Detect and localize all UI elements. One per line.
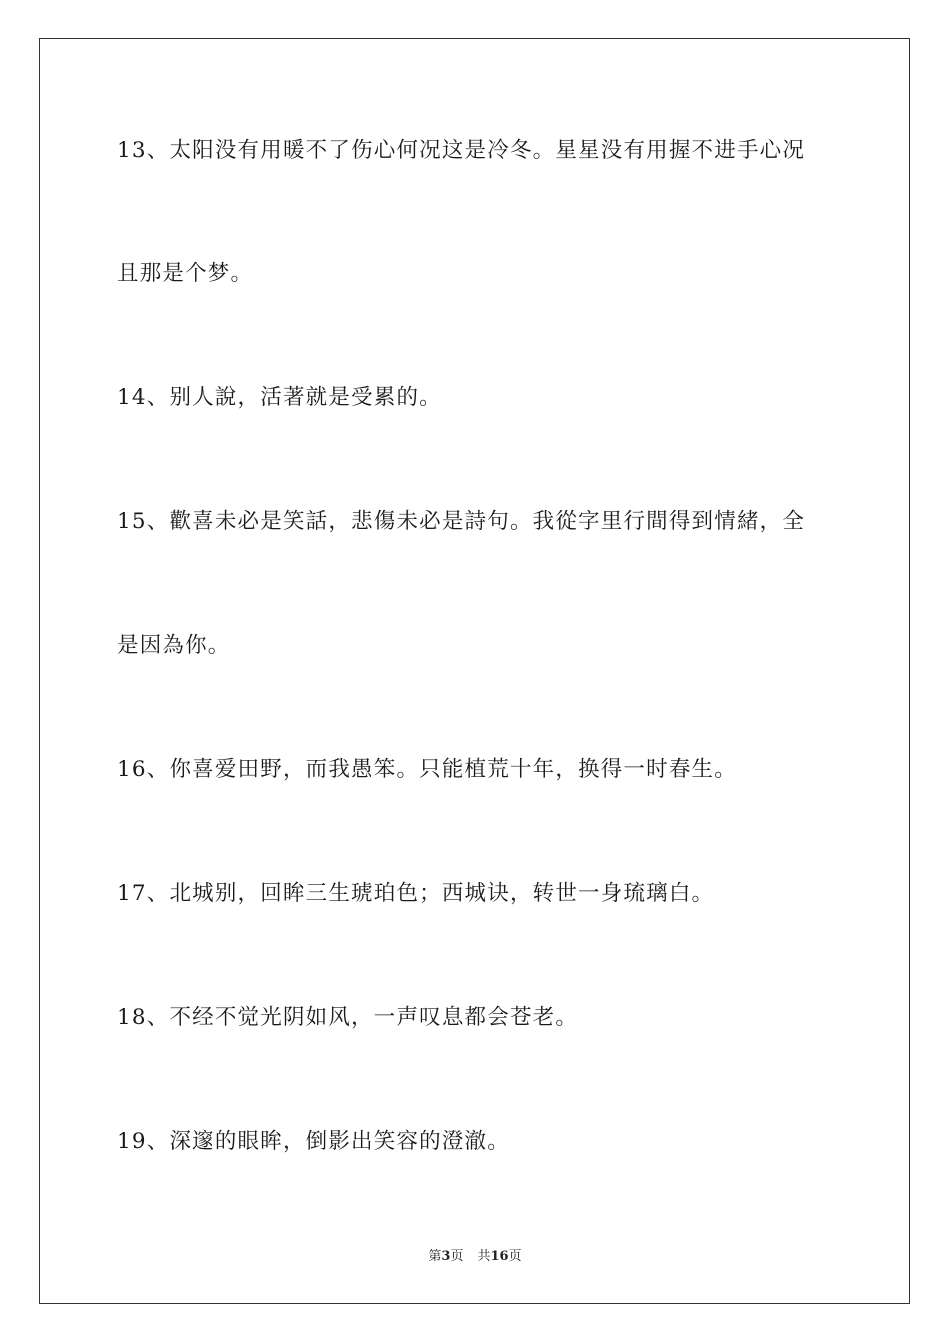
page-footer	[0, 1248, 950, 1266]
page-number: 3	[441, 1249, 451, 1264]
text-line-17: 17、北城别，回眸三生琥珀色；西城诀，转世一身琉璃白。	[117, 881, 715, 906]
text-line-19: 19、深邃的眼眸，倒影出笑容的澄澈。	[117, 1129, 510, 1154]
page-border	[39, 38, 910, 1304]
total-pages: 16	[490, 1249, 509, 1264]
text-line-15b: 是因為你。	[117, 633, 231, 658]
text-line-18: 18、不经不觉光阴如风，一声叹息都会苍老。	[117, 1005, 579, 1030]
text-line-15a: 15、歡喜未必是笑話，悲傷未必是詩句。我從字里行間得到情緒，全	[117, 509, 806, 534]
page-suffix: 页	[450, 1249, 464, 1264]
page-prefix: 第	[428, 1249, 442, 1264]
text-line-16: 16、你喜爱田野，而我愚笨。只能植荒十年，换得一时春生。	[117, 757, 737, 782]
total-prefix: 共	[477, 1249, 491, 1264]
total-suffix: 页	[508, 1249, 522, 1264]
text-line-14: 14、别人說，活著就是受累的。	[117, 385, 442, 410]
text-line-13a: 13、太阳没有用暖不了伤心何况这是冷冬。星星没有用握不进手心况	[117, 138, 806, 163]
text-line-13b: 且那是个梦。	[117, 261, 254, 286]
